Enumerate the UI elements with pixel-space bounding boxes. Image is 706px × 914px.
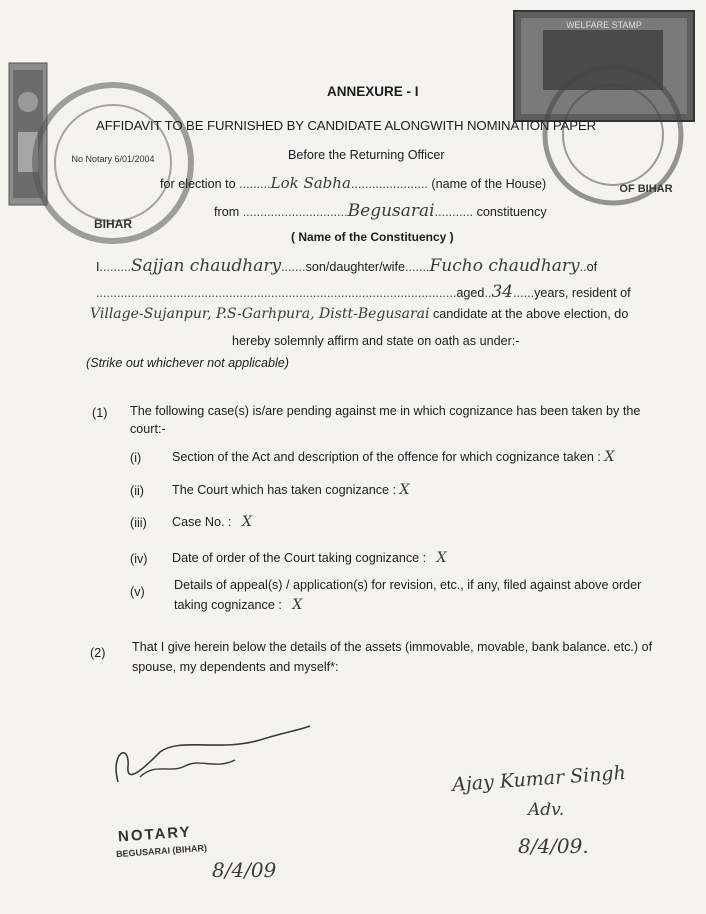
notary-signature [100,722,320,792]
notary-date-text: No Notary 6/01/2004 [71,154,155,164]
parent-name: Fucho chaudhary [429,256,580,276]
election-house-value: Lok Sabha [270,174,351,192]
item-v-mark: X [292,597,303,613]
welfare-stamp-text: WELFARE STAMP [566,20,642,30]
constituency-caption: ( Name of the Constituency ) [291,230,454,244]
constituency-prefix: from [214,205,240,219]
section2-text-line2: spouse, my dependents and myself*: [132,660,339,674]
item-ii-text: The Court which has taken cognizance : X [172,482,410,498]
election-line: for election to .........Lok Sabha...................... (name of the House) [160,174,547,192]
left-seal-text: BIHAR [94,217,132,231]
item-iv-number: (iv) [130,552,148,566]
age-value: 34 [491,282,514,302]
deponent-name: Sajjan chaudhary [131,256,282,276]
before-officer: Before the Returning Officer [288,148,445,162]
item-i-text: Section of the Act and description of the offence for which cognizance taken : X [172,449,615,465]
item-iv-mark: X [436,550,447,566]
notary-stamp-line2: BEGUSARAI (BIHAR) [115,842,208,860]
notary-signature-date: 8/4/09 [212,858,277,882]
section2-text-line1: That I give herein below the details of the assets (immovable, movable, bank balance. etc.) of [132,640,653,654]
right-round-seal [528,60,698,210]
item-iv-text: Date of order of the Court taking cognizance : X [172,550,447,566]
annexure-title: ANNEXURE - I [327,84,419,99]
item-v-text2: taking cognizance : X [174,597,303,613]
deponent-line: I.........Sajjan chaudhary.......son/daughter/wife.......Fucho chaudhary..of [96,256,598,276]
item-ii-mark: X [399,482,410,498]
deponent-prefix: I [96,260,100,274]
item-iii-number: (iii) [130,516,147,530]
affirm-text: hereby solemnly affirm and state on oath as under:- [232,334,520,348]
constituency-line: from ..............................Begusarai........... constituency [214,201,547,221]
section1-text-line2: court:- [130,422,166,436]
election-prefix: for election to [160,177,236,191]
section2-number: (2) [90,646,106,660]
affidavit-heading: AFFIDAVIT TO BE FURNISHED BY CANDIDATE ALONGWITH NOMINATION PAPER [96,118,597,133]
relation-label: son/daughter/wife [305,260,405,274]
age-prefix: aged [456,286,485,300]
constituency-suffix: constituency [476,205,547,219]
age-line: .......................................................................................................aged..34......years, resident of [96,282,631,302]
right-seal-text: OF BIHAR [619,183,673,195]
item-i-number: (i) [130,451,142,465]
age-suffix: years, resident of [534,286,631,300]
advocate-signature: Ajay Kumar Singh [451,761,627,797]
election-suffix: (name of the House) [431,177,547,191]
item-v-text: Details of appeal(s) / application(s) for revision, etc., if any, filed against above order [174,578,642,592]
notary-stamp-line1: NOTARY [117,823,193,846]
section1-text-line1: The following case(s) is/are pending against me in which cognizance has been taken by the [130,404,641,418]
section1-number: (1) [92,406,108,420]
residence-address: Village-Sujanpur, P.S-Garhpura, Distt-Begusarai [90,306,430,322]
strike-note: (Strike out whichever not applicable) [86,356,290,370]
constituency-value: Begusarai [347,201,435,221]
advocate-date: 8/4/09. [518,834,589,858]
advocate-title: Adv. [528,800,565,820]
item-i-mark: X [604,449,615,465]
item-ii-number: (ii) [130,484,144,498]
residence-line [90,306,628,322]
residence-suffix: candidate at the above election, do [432,307,629,321]
item-v-number: (v) [130,585,145,599]
item-iii-mark: X [242,514,252,530]
deponent-suffix: of [586,260,598,274]
item-iii-text: Case No. : X [172,514,252,530]
left-round-seal [28,78,198,248]
